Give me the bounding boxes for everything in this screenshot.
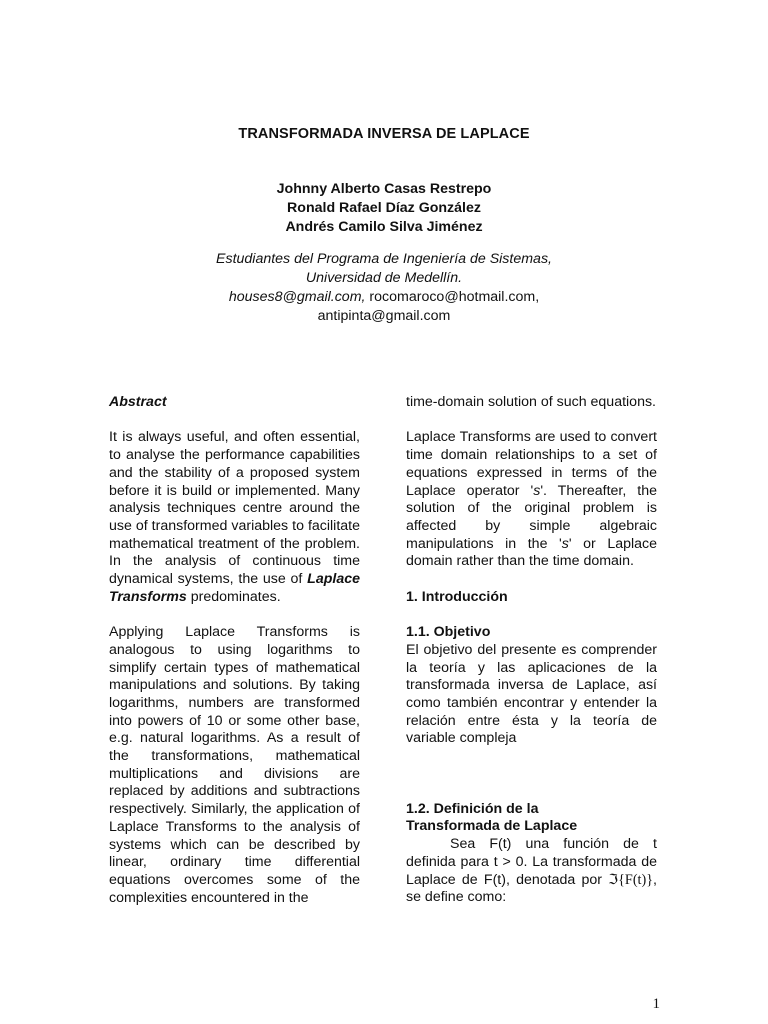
paper-title: TRANSFORMADA INVERSA DE LAPLACE: [238, 126, 530, 142]
email-line: [0, 288, 768, 307]
abstract-paragraph: Laplace Transforms are used to convert time domain relationships to a set of equations expressed in terms of the Laplace operator 's'. Thereafter, the solution of the original problem is affected by simple algebraic manipulations in the 's' or Laplace domain rather than the time domain.: [406, 429, 658, 570]
abstract-paragraph: It is always useful, and often essential, to analyse the performance capabilities and the stability of a proposed system before it is build or implemented. Many analysis techniques centre around the use of transformed variables to facilitate mathematical treatment of the problem. In the analysis of continuous time dynamical systems, the use of Laplace Transforms predominates.: [109, 429, 360, 605]
email-link[interactable]: rocomaroco@hotmail.com,: [365, 289, 540, 305]
body-paragraph: Sea F(t) una función de t definida para t > 0. La transformada de Laplace de F(t), denotada por ℑ{F(t)}, se define como:: [406, 836, 657, 906]
subsection-heading: Transformada de Laplace: [406, 818, 578, 835]
subsection-heading: 1.2. Definición de la: [406, 800, 539, 817]
section-heading: 1. Introducción: [406, 588, 508, 605]
email-link[interactable]: houses8@gmail.com,: [228, 289, 366, 305]
abstract-heading: Abstract: [109, 394, 167, 410]
body-paragraph: El objetivo del presente es comprender la teoría y las aplicaciones de la transformada inversa de Laplace, así como también encontrar y entender la relación entre ésta y la teoría de variable compleja: [406, 641, 657, 747]
affiliation-program: Estudiantes del Programa de Ingeniería de Sistemas,: [216, 251, 552, 267]
left-column: [109, 394, 360, 925]
author-name: Johnny Alberto Casas Restrepo: [276, 181, 492, 197]
abstract-paragraph: time-domain solution of such equations.: [406, 394, 656, 410]
subsection-heading: 1.1. Objetivo: [406, 624, 491, 641]
email-link[interactable]: antipinta@gmail.com: [317, 308, 451, 324]
author-list: [0, 180, 768, 237]
affiliation: [0, 250, 768, 326]
author-name: Ronald Rafael Díaz González: [287, 200, 481, 216]
math-expression: ℑ{F(t)}: [608, 871, 654, 888]
page-number: 1: [652, 996, 660, 1012]
affiliation-university: Universidad de Medellín.: [305, 270, 463, 286]
emphasis: Laplace Transforms: [109, 571, 360, 605]
author-name: Andrés Camilo Silva Jiménez: [285, 219, 483, 235]
abstract-paragraph: Applying Laplace Transforms is analogous to using logarithms to simplify certain types of mathematical manipulations and solutions. By taking logarithms, numbers are transformed into powers of 10 or some other base, e.g. natural logarithms. As a result of the transformations, mathematical multiplications and divisions are replaced by additions and subtractions respectively. Similarly, the application of Laplace Transforms to the analysis of systems which can be described by linear, ordinary time differential equations overcomes some of the complexities encountered in the: [109, 624, 360, 906]
right-column: [406, 394, 657, 925]
